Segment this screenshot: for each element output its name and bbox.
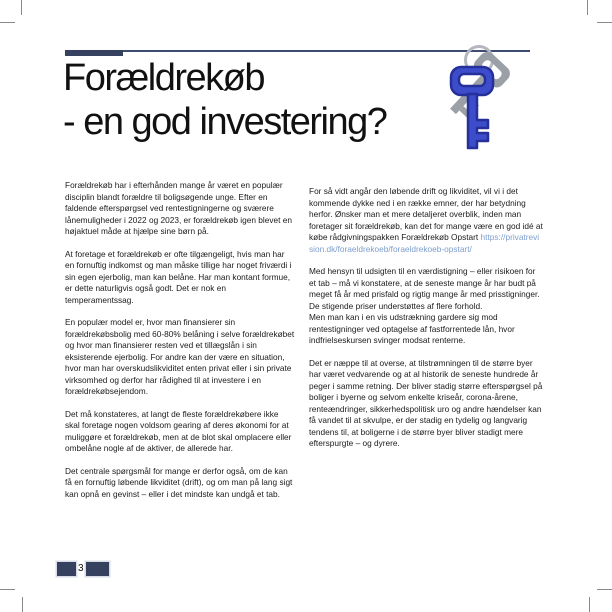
crop-mark-top-right-v xyxy=(587,0,588,15)
crop-mark-top-right-h xyxy=(597,22,612,23)
crop-mark-top-left-h xyxy=(0,22,15,23)
page-footer xyxy=(57,562,109,576)
advisory-package-link[interactable]: https://privatrevision.dk/foraeldrekoeb/foraeldrekoeb-opstart/ xyxy=(309,232,540,254)
crop-mark-top-left-v xyxy=(21,0,22,15)
right-paragraph-1-text: For så vidt angår den løbende drift og likviditet, vil vi i det kommende dykke ned i en række emner, der har betydning herfor. Ønsker man et mere detaljeret overblik, inden man foretager sit forældrekøb, kan det for mange være en god idé at købe rådgivningspakken Forældrekøb Opstart xyxy=(309,186,543,242)
crop-mark-bottom-left-h xyxy=(0,589,15,590)
page-title-line2: - en god investering? xyxy=(63,101,387,143)
right-paragraph-2b: Men man kan i en vis udstrækning gardere sig mod rentestigninger ved optagelse af fastforrentede lån, hvor indfrielseskursen svinger modsat renterne. xyxy=(309,312,515,345)
page-number: 3 xyxy=(78,563,84,574)
crop-mark-bottom-right-v xyxy=(589,597,590,612)
body-columns xyxy=(65,180,543,511)
left-paragraph-3: En populær model er, hvor man finansierer sin forældrekøbsbolig med 60-80% belåning i selve forældrekøbet og hvor man finansierer resten ved et tillægslån i sin eksisterende ejerbolig. For andre kan der være en situation, hvor man har overskudslikviditet enten privat eller i sin private virksomhed og derfor har rådighed til at investere i en forældrekøbsejendom. xyxy=(65,317,295,396)
left-paragraph-2: At foretage et forældrekøb er ofte tilgængeligt, hvis man har en fornuftig indkomst og man måske tillige har noget friværdi i sin egen ejerbolig, man kan belåne. Har man kontant formue, er dette naturligvis også godt. Det er nok en temperamentssag. xyxy=(65,248,292,305)
left-paragraph-5: Det centrale spørgsmål for mange er derfor også, om de kan få en fornuftig løbende likviditet (drift), og om man på lang sigt kan opnå en gevinst – eller i det mindste kan undgå et tab. xyxy=(65,465,293,499)
right-column xyxy=(309,180,543,511)
left-column xyxy=(65,180,295,511)
right-paragraph-3: Det er næppe til at overse, at tilstrømningen til de større byer har været vedvarende og at al historik de seneste hundrede år peger i samme retning. Der bliver stadig større efterspørgsel på boliger i byerne og selvom enkelte kriseår, corona-årene, renteændringer, sikkerhedspolitisk uro og andre hændelser kan få vandet til at skvulpe, er der stadig en tydelig og langvarig tendens til, at boligerne i de større byer bliver stadigt mere efterspurgte – og dyrere. xyxy=(309,357,543,448)
right-paragraph-1 xyxy=(309,186,543,255)
crop-mark-bottom-left-v xyxy=(22,597,23,612)
page-title-line1: Forældrekøb xyxy=(63,57,264,99)
crop-mark-bottom-right-h xyxy=(597,589,612,590)
footer-bar-right xyxy=(86,562,109,576)
left-paragraph-1: Forældrekøb har i efterhånden mange år været en populær disciplin blandt forældre til boligsøgende unge. Efter en faldende efterspørgsel ved rentestigningerne og sværere lånemuligheder i 2022 og 2023, er forældrekøb igen blevet en højaktuel måde at hjælpe sine børn på. xyxy=(65,180,292,236)
left-paragraph-4: Det må konstateres, at langt de fleste forældrekøbere ikke skal foretage nogen voldsom gearing af deres økonomi for at muliggøre et forældrekøb, men at de blot skal omplacere eller ombelåne nogle af de aktiver, de allerede har. xyxy=(65,408,292,453)
right-paragraph-2a: Med hensyn til udsigten til en værdistigning – eller risikoen for et tab – må vi konstatere, at de seneste mange år har budt på meget få år med prisfald og rigtig mange år med prisstigninger. De stigende priser understøttes af flere forhold. xyxy=(309,266,540,311)
page-title xyxy=(63,56,463,144)
footer-bar-left xyxy=(57,562,76,576)
